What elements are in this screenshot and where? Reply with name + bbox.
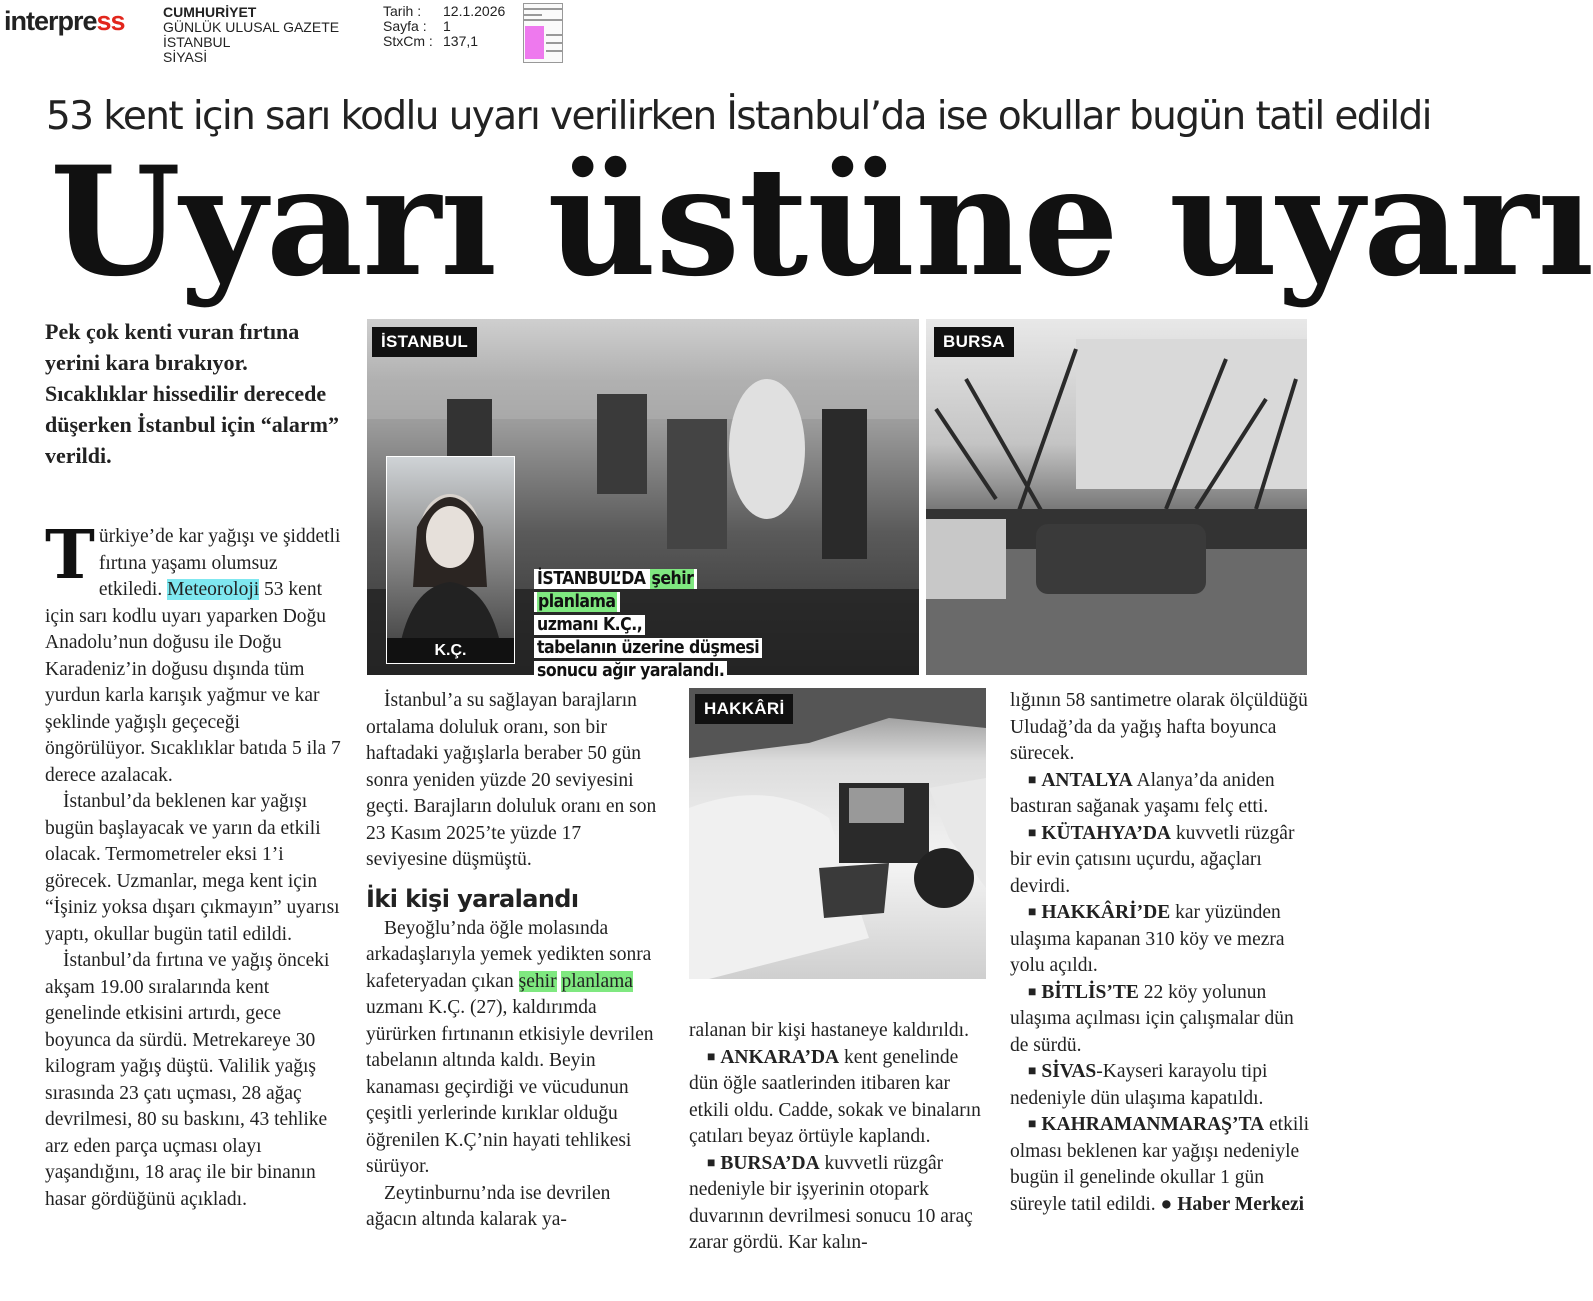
bursa-tag: BURSA xyxy=(934,327,1014,357)
square-bullet-icon: ■ xyxy=(1028,905,1037,920)
article-subhead: 53 kent için sarı kodlu uyarı verilirken İstanbul’da ise okullar bugün tatil edildi xyxy=(46,94,1431,139)
square-bullet-icon: ■ xyxy=(1028,984,1037,1000)
portrait-photo xyxy=(386,456,515,664)
highlight-sehir: şehir xyxy=(518,970,557,992)
meta-labels: Tarih : Sayfa : StxCm : xyxy=(383,3,433,49)
stxcm-value: 137,1 xyxy=(443,33,479,49)
square-bullet-icon: ■ xyxy=(707,1049,716,1065)
paragraph: lığının 58 santimetre olarak ölçüldüğü Uludağ’da da yağış hafta boyunca sürecek. xyxy=(1010,690,1308,764)
drop-cap: T xyxy=(45,515,95,594)
publication-info xyxy=(163,5,339,65)
highlight-planlama: planlama xyxy=(561,970,633,992)
page-value: 1 xyxy=(443,18,451,34)
square-bullet-icon: ■ xyxy=(1028,825,1037,841)
interpress-logo: interpress xyxy=(4,6,125,36)
bullet-dot-icon: ● xyxy=(1160,1193,1173,1215)
page-thumbnail[interactable] xyxy=(523,3,563,63)
square-bullet-icon: ■ xyxy=(1028,1117,1037,1132)
publication-name: CUMHURİYET xyxy=(163,4,257,20)
hakkari-photo xyxy=(689,688,986,979)
paragraph: ralanan bir kişi hastaneye kaldırıldı. xyxy=(689,1020,969,1041)
meta-values xyxy=(443,4,505,49)
publication-type: GÜNLÜK ULUSAL GAZETE xyxy=(163,19,340,35)
date-value: 12.1.2026 xyxy=(443,3,506,19)
highlight-meteoroloji: Meteoroloji xyxy=(167,579,260,600)
paragraph: Zeytinburnu’nda ise devrilen ağacın altında kalarak ya- xyxy=(366,1182,611,1230)
bursa-scene xyxy=(926,319,1307,675)
publication-section: SİYASİ xyxy=(163,49,208,65)
paragraph: İstanbul’da beklenen kar yağışı bugün başlayacak ve yarın da etkili olacak. Termometreler eksi 1’i görecek. Uzmanlar, mega kent için “İşiniz yoksa dışarı çıkmayın” uyarısı yaptı, okullar bugün tatil edildi. xyxy=(45,791,340,945)
square-bullet-icon: ■ xyxy=(1028,1064,1037,1079)
hakkari-scene xyxy=(689,688,986,979)
article-headline: Uyarı üstüne uyarı xyxy=(50,134,1593,310)
portrait-name: K.Ç. xyxy=(387,638,514,663)
square-bullet-icon: ■ xyxy=(707,1155,716,1171)
paragraph: İstanbul’da fırtına ve yağış önceki akşam 19.00 sıralarında kent genelinde etkisini artırdı, gece boyunca da sürdü. Metrekareye 30 kilogram yağış düştü. Valilik yağış sırasında 23 çatı uçması, 28 ağaç devrilmesi, 80 su baskını, 43 tehlike arz eden parça uçması olayı yaşandığını, 18 araç ile bir binanın hasar gördüğünü açıkladı. xyxy=(45,950,330,1210)
istanbul-tag: İSTANBUL xyxy=(372,327,477,357)
article-column-3: ralanan bir kişi hastaneye kaldırıldı. ■ ANKARA’DA kent genelinde dün öğle saatlerinden itibaren kar etkili oldu. Cadde, sokak ve binaların çatıları beyaz örtüyle kaplandı. ■ BURSA’DA kuvvetli rüzgâr nedeniyle bir işyerinin otopark duvarının devrilmesi sonucu 10 araç zarar gördü. Kar kalın- xyxy=(689,1018,989,1257)
photo-caption: İSTANBUL’DA şehir planlama uzmanı K.Ç., tabelanın üzerine düşmesi sonucu ağır yaralandı. xyxy=(534,568,774,683)
portrait-figure xyxy=(387,457,514,663)
article-lead: Pek çok kenti vuran fırtına yerini kara bırakıyor. Sıcaklıklar hissedilir derecede düşerken İstanbul için “alarm” verildi. xyxy=(45,319,339,468)
paragraph: İstanbul’a su sağlayan barajların ortalama doluluk oranı, son bir haftadaki yağışlarla beraber 50 gün sonra yeniden yüzde 20 seviyesini geçti. Barajların doluluk oranı en son 23 Kasım 2025’te yüzde 17 seviyesine düşmüştü. xyxy=(366,690,657,870)
publication-city: İSTANBUL xyxy=(163,34,231,50)
article-column-2: İstanbul’a su sağlayan barajların ortalama doluluk oranı, son bir haftadaki yağışlarla beraber 50 gün sonra yeniden yüzde 20 seviyesini geçti. Barajların doluluk oranı en son 23 Kasım 2025’te yüzde 17 seviyesine düşmüştü. İki kişi yaralandı Beyoğlu’nda öğle molasında arkadaşlarıyla yemek yedikten sonra kafeteryadan çıkan şehir planlama uzmanı K.Ç. (27), kaldırımda yürürken fırtınanın etkisiyle devrilen tabelanın altında kaldı. Beyin kanaması geçirdiği ve vücudunun çeşitli yerlerinde kırıklar olduğu öğrenilen K.Ç’nin hayati tehlikesi sürüyor. Zeytinburnu’nda ise devrilen ağacın altında kalarak ya- xyxy=(366,688,666,1234)
signature: Haber Merkezi xyxy=(1177,1193,1305,1215)
hakkari-tag: HAKKÂRİ xyxy=(695,694,793,724)
square-bullet-icon: ■ xyxy=(1028,772,1037,788)
section-subheading: İki kişi yaralandı xyxy=(366,884,579,913)
article-column-4: lığının 58 santimetre olarak ölçüldüğü Uludağ’da da yağış hafta boyunca sürecek. ■ ANTALYA Alanya’da aniden bastıran sağanak yaşamı felç etti. ■ KÜTAHYA’DA kuvvetli rüzgâr bir evin çatısını uçurdu, ağaçları devirdi. ■ HAKKÂRİ’DE kar yüzünden ulaşıma kapanan 310 köy ve mezra yolu açıldı. ■ BİTLİS’TE 22 köy yolunun ulaşıma açılması için çalışmalar dün de sürdü. ■ SİVAS-Kayseri karayolu tipi nedeniyle dün ulaşıma kapatıldı. ■ KAHRAMANMARAŞ’TA etkili olması beklenen kar yağışı nedeniyle bugün il genelinde okullar 1 gün süreyle tatil edildi. ● Haber Merkezi xyxy=(1010,690,1310,1215)
article-column-1: Türkiye’de kar yağışı ve şiddetli fırtına yaşamı olumsuz etkiledi. Meteoroloji 53 kent için sarı kodlu uyarı yaparken Doğu Anadolu’nun doğusu ile Doğu Karadeniz’in doğusu dışında tüm yurdun karla karışık yağmur ve kar şeklinde yağışlı geçeceği öngörülüyor. Sıcaklıklar batıda 5 ila 7 derece azalacak. İstanbul’da beklenen kar yağışı bugün başlayacak ve yarın da etkili olacak. Termometreler eksi 1’i görecek. Uzmanlar, mega kent için “İşiniz yoksa dışarı çıkmayın” uyarısı yaptı, okullar bugün tatil edildi. İstanbul’da fırtına ve yağış önceki akşam 19.00 sıralarında kent genelinde etkisini artırdı, gece boyunca da sürdü. Metrekareye 30 kilogram yağış düştü. Valilik yağış sırasında 23 çatı uçması, 28 ağaç devrilmesi, 80 su baskını, 43 tehlike arz eden parça uçması olayı yaşandığını, 18 araç ile bir binanın hasar gördüğünü açıkladı. xyxy=(45,524,343,1213)
bursa-photo xyxy=(926,319,1307,675)
